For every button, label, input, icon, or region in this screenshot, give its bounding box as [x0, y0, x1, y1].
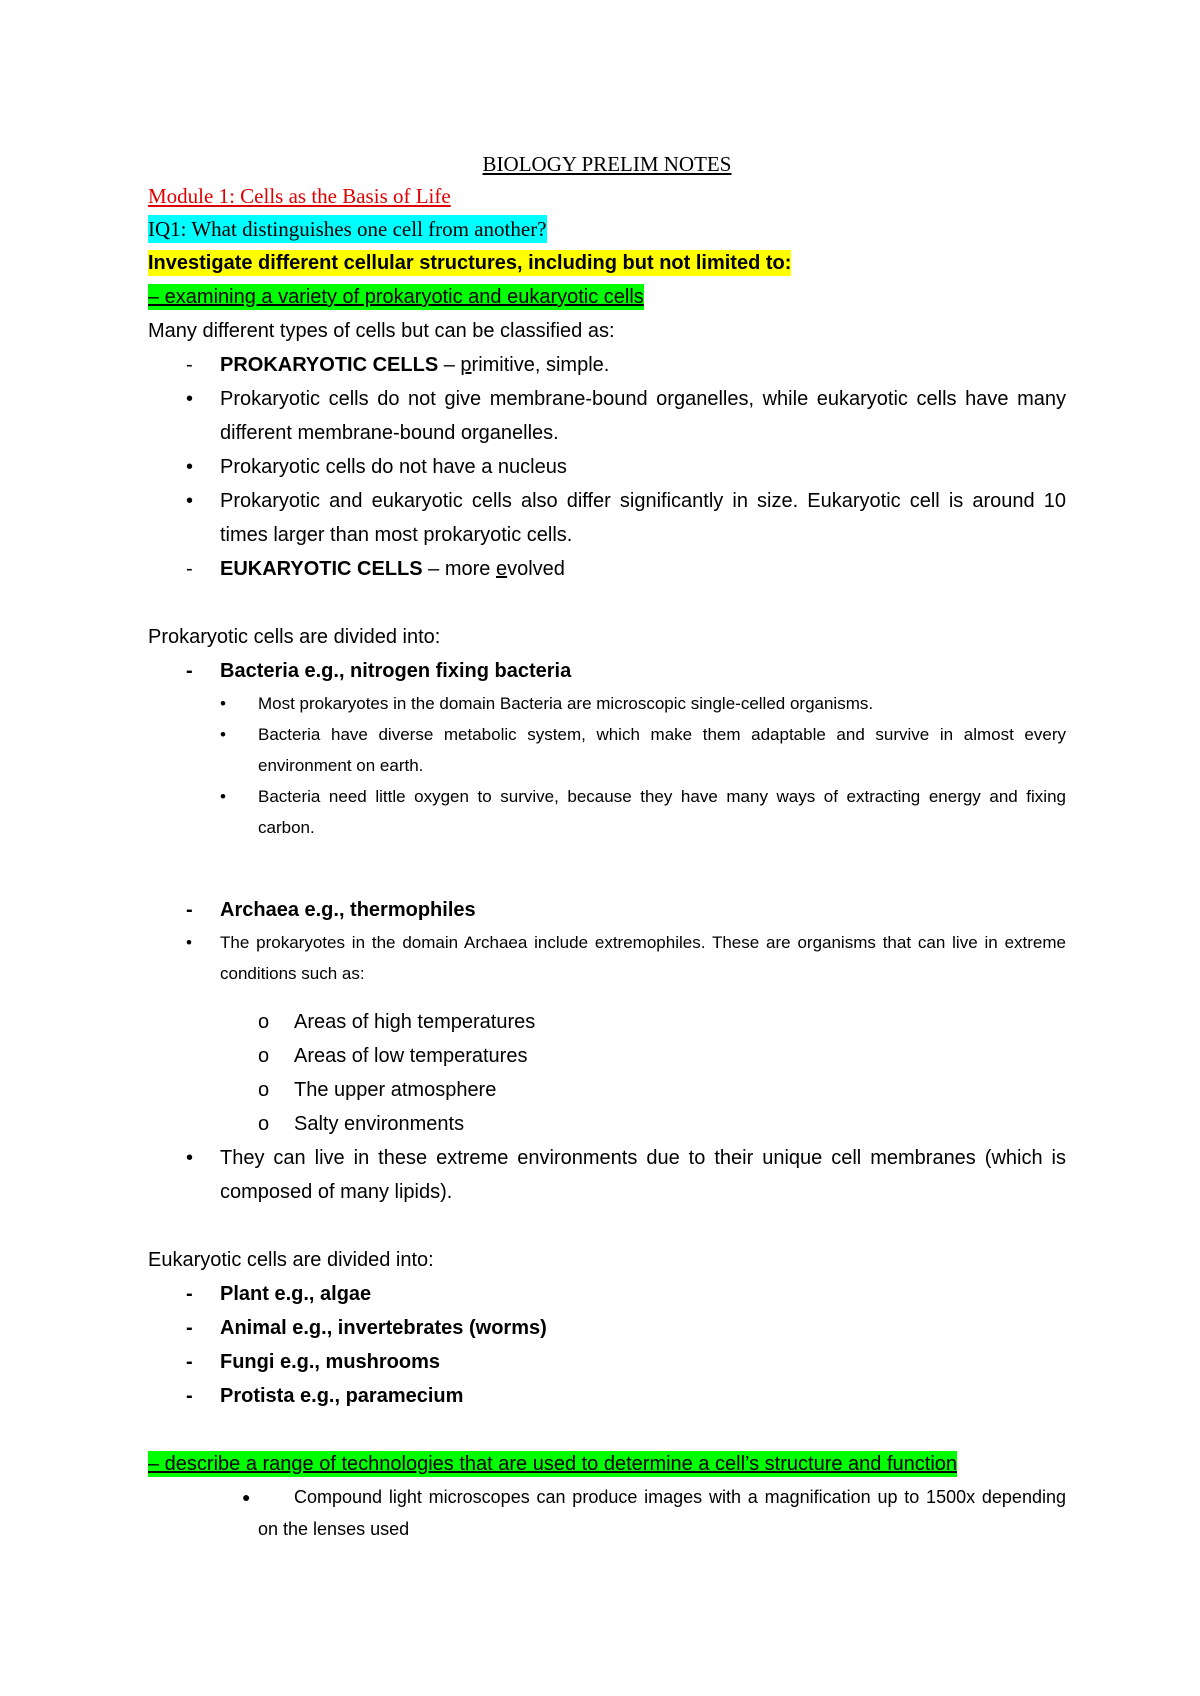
list-item [148, 781, 1066, 843]
bacteria-heading [148, 654, 1066, 688]
archaea-heading [148, 893, 1066, 927]
prokaryotic-divided-text: Prokaryotic cells are divided into: [148, 626, 441, 648]
list-item-text: Prokaryotic cells do not give membrane-bound organelles, while eukaryotic cells have many different membrane-bound organelles. [220, 388, 1066, 444]
list-item-text: Bacteria need little oxygen to survive, because they have many ways of extracting energy and fixing carbon. [258, 787, 1066, 837]
eukaryote-type [148, 1345, 1066, 1379]
prokaryotic-underlined: p [460, 354, 472, 376]
eukaryote-type [148, 1277, 1066, 1311]
condition-text: Salty environments [294, 1113, 465, 1135]
dash-marker: - [186, 558, 193, 580]
bacteria-heading-text: Bacteria e.g., nitrogen fixing bacteria [220, 660, 572, 682]
examine-heading-text: – examining a variety of prokaryotic and eukaryotic cells [148, 286, 644, 308]
condition-item [148, 1005, 1066, 1039]
bullet-marker: • [186, 490, 194, 512]
list-item-text: Bacteria have diverse metabolic system, which make them adaptable and survive in almost every environment on earth. [258, 725, 1066, 775]
dash-marker: - [186, 354, 193, 376]
describe-heading [148, 1447, 1066, 1481]
prokaryotic-desc: rimitive, simple. [471, 354, 610, 376]
inquiry-question [148, 213, 1066, 246]
condition-item [148, 1107, 1066, 1141]
eukaryotic-divided-text: Eukaryotic cells are divided into: [148, 1249, 434, 1271]
inquiry-question-text: IQ1: What distinguishes one cell from another? [148, 217, 547, 241]
condition-text: The upper atmosphere [294, 1079, 497, 1101]
circle-marker: o [258, 1011, 270, 1033]
list-item-text: The prokaryotes in the domain Archaea include extremophiles. These are organisms that can live in extreme conditions such as: [220, 933, 1066, 983]
spacer [148, 1209, 1066, 1243]
list-item [148, 1481, 1066, 1545]
eukaryotic-heading [148, 552, 1066, 586]
dash-marker: - [186, 1283, 193, 1305]
list-item-text: Most prokaryotes in the domain Bacteria are microscopic single-celled organisms. [258, 694, 874, 713]
module-heading-text: Module 1: Cells as the Basis of Life [148, 184, 451, 208]
examine-heading [148, 280, 1066, 314]
dash-marker: - [186, 899, 193, 921]
list-item-text: Prokaryotic cells do not have a nucleus [220, 456, 567, 478]
prokaryotic-sep: – [438, 354, 461, 376]
prokaryotic-label: PROKARYOTIC CELLS [220, 354, 439, 376]
eukaryote-type-text: Protista e.g., paramecium [220, 1385, 464, 1407]
list-item [148, 382, 1066, 450]
list-item-text: Compound light microscopes can produce images with a magnification up to 1500x depending on the lenses used [258, 1487, 1066, 1539]
eukaryote-type-text: Animal e.g., invertebrates (worms) [220, 1317, 547, 1339]
eukaryotic-desc: volved [507, 558, 565, 580]
spacer [148, 586, 1066, 620]
intro-text: Many different types of cells but can be classified as: [148, 320, 615, 342]
bullet-marker: • [220, 787, 226, 806]
bullet-marker: • [186, 1147, 194, 1169]
investigate-heading-text: Investigate different cellular structures, including but not limited to: [148, 252, 792, 274]
list-item-text: They can live in these extreme environments due to their unique cell membranes (which is composed of many lipids). [220, 1147, 1066, 1203]
list-item [148, 450, 1066, 484]
eukaryotic-label: EUKARYOTIC CELLS [220, 558, 423, 580]
dash-marker: - [186, 1317, 193, 1339]
dash-marker: - [186, 1385, 193, 1407]
circle-marker: o [258, 1113, 270, 1135]
list-item [148, 688, 1066, 719]
bullet-marker: • [186, 388, 194, 410]
eukaryote-type-text: Fungi e.g., mushrooms [220, 1351, 441, 1373]
condition-text: Areas of high temperatures [294, 1011, 536, 1033]
condition-item [148, 1039, 1066, 1073]
condition-text: Areas of low temperatures [294, 1045, 528, 1067]
condition-item [148, 1073, 1066, 1107]
spacer [148, 1413, 1066, 1447]
eukaryotic-underlined: e [495, 558, 508, 580]
prokaryotic-heading [148, 348, 1066, 382]
eukaryote-type-text: Plant e.g., algae [220, 1283, 372, 1305]
circle-marker: o [258, 1079, 270, 1101]
circle-marker: o [258, 1045, 270, 1067]
eukaryote-type [148, 1379, 1066, 1413]
document-page [148, 148, 1066, 1545]
list-item [148, 484, 1066, 552]
archaea-heading-text: Archaea e.g., thermophiles [220, 899, 476, 921]
dash-marker: - [186, 1351, 193, 1373]
list-item-text: Prokaryotic and eukaryotic cells also differ significantly in size. Eukaryotic cell is around 10 times larger than most prokaryotic cells. [220, 490, 1066, 546]
bullet-marker: • [220, 725, 226, 744]
spacer [148, 989, 1066, 1005]
document-title: BIOLOGY PRELIM NOTES [482, 152, 732, 176]
list-item [148, 1141, 1066, 1209]
bullet-marker: • [220, 694, 226, 713]
describe-heading-text: – describe a range of technologies that are used to determine a cell’s structure and function [148, 1453, 958, 1475]
dash-marker: - [186, 660, 193, 682]
list-item [148, 719, 1066, 781]
spacer [148, 843, 1066, 893]
investigate-heading [148, 246, 1066, 280]
list-item [148, 927, 1066, 989]
eukaryotic-sep: – more [422, 558, 496, 580]
module-heading [148, 180, 1066, 213]
bullet-marker: • [186, 456, 194, 478]
eukaryote-type [148, 1311, 1066, 1345]
bullet-marker: • [186, 933, 192, 952]
dot-marker: ● [242, 1489, 251, 1505]
